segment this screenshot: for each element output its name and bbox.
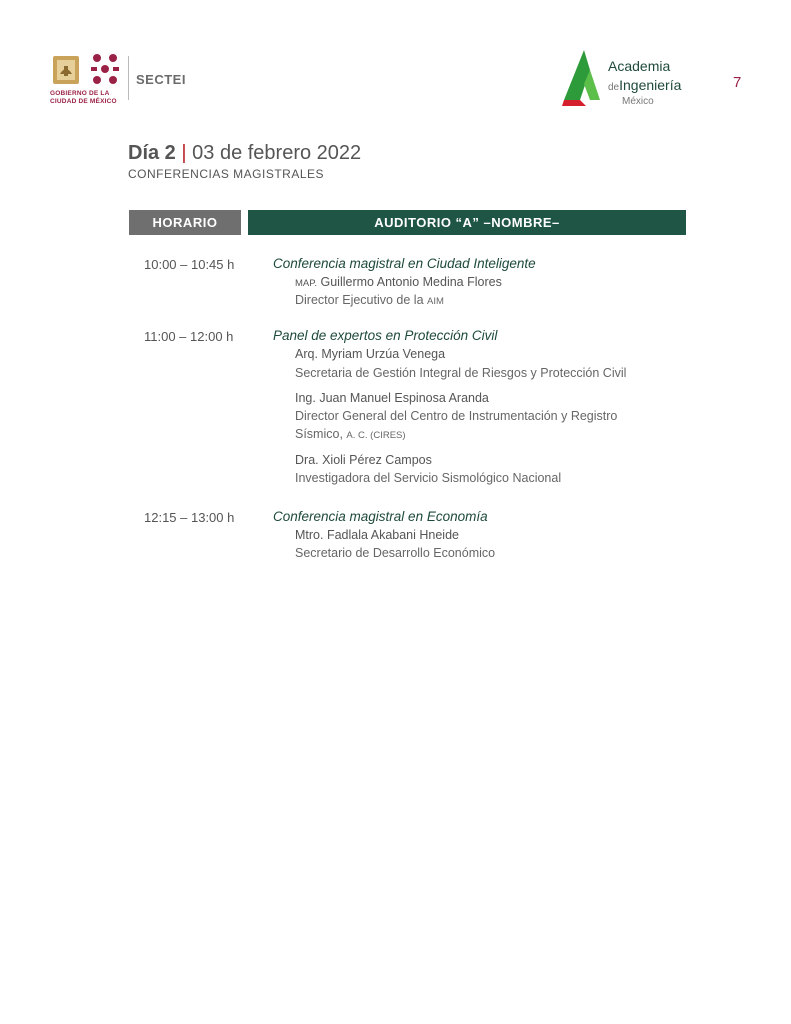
speaker-name-text: Guillermo Antonio Medina Flores	[320, 275, 502, 289]
column-header-room: AUDITORIO “A” –NOMBRE–	[248, 210, 686, 235]
speaker-name: Dra. Xioli Pérez Campos	[295, 453, 432, 467]
coat-of-arms-icon	[51, 54, 81, 90]
speaker-prefix: MAP.	[295, 278, 318, 289]
session-time: 12:15 – 13:00 h	[144, 510, 235, 525]
speaker-role-line-2	[295, 427, 406, 441]
gov-line-1: GOBIERNO DE LA	[50, 90, 110, 97]
academia-line-2	[608, 77, 681, 93]
speaker-role-text: Director Ejecutivo de la	[295, 293, 424, 307]
academia-line-1: Academia	[608, 58, 671, 74]
session-title: Conferencia magistral en Ciudad Inteligente	[273, 256, 536, 271]
session-title: Panel de expertos en Protección Civil	[273, 328, 498, 343]
page-number: 7	[733, 74, 742, 91]
session-time: 10:00 – 10:45 h	[144, 257, 235, 272]
speaker-role: Director General del Centro de Instrumentación y Registro	[295, 409, 618, 423]
title-separator: |	[181, 142, 187, 164]
gov-line-2: CIUDAD DE MÉXICO	[50, 98, 117, 105]
column-header-time: HORARIO	[129, 210, 241, 235]
session-title: Conferencia magistral en Economía	[273, 509, 488, 524]
speaker-role-text: Sísmico,	[295, 427, 343, 441]
date-label: 03 de febrero 2022	[192, 142, 362, 164]
cdmx-pattern-icon	[88, 52, 122, 88]
academia-line-3: México	[622, 96, 654, 107]
speaker-name	[295, 275, 502, 289]
academia-logo-block	[560, 48, 700, 112]
speaker-role-abbr: AIM	[427, 296, 444, 307]
speaker-role: Secretario de Desarrollo Económico	[295, 546, 496, 560]
speaker-name: Ing. Juan Manuel Espinosa Aranda	[295, 391, 489, 405]
session-time: 11:00 – 12:00 h	[144, 329, 234, 344]
government-name	[50, 90, 117, 106]
academia-de: de	[608, 82, 620, 93]
speaker-role: Secretaria de Gestión Integral de Riesgos y Protección Civil	[295, 366, 627, 380]
secretaria-name: SECTEI	[136, 72, 186, 87]
page-title	[128, 142, 361, 165]
logo-divider	[128, 56, 129, 100]
day-label: Día 2	[128, 142, 176, 164]
academia-ingenieria: Ingeniería	[619, 77, 682, 93]
speaker-role	[295, 293, 444, 307]
speaker-name: Mtro. Fadlala Akabani Hneide	[295, 528, 459, 542]
speaker-name: Arq. Myriam Urzúa Venega	[295, 347, 446, 361]
speaker-role: Investigadora del Servicio Sismológico Nacional	[295, 471, 562, 485]
speaker-role-abbr: A. C. (CIRES)	[346, 430, 406, 441]
academia-triangle-icon	[560, 48, 604, 108]
page-subtitle: CONFERENCIAS MAGISTRALES	[128, 167, 325, 181]
government-logo-block	[48, 50, 198, 110]
